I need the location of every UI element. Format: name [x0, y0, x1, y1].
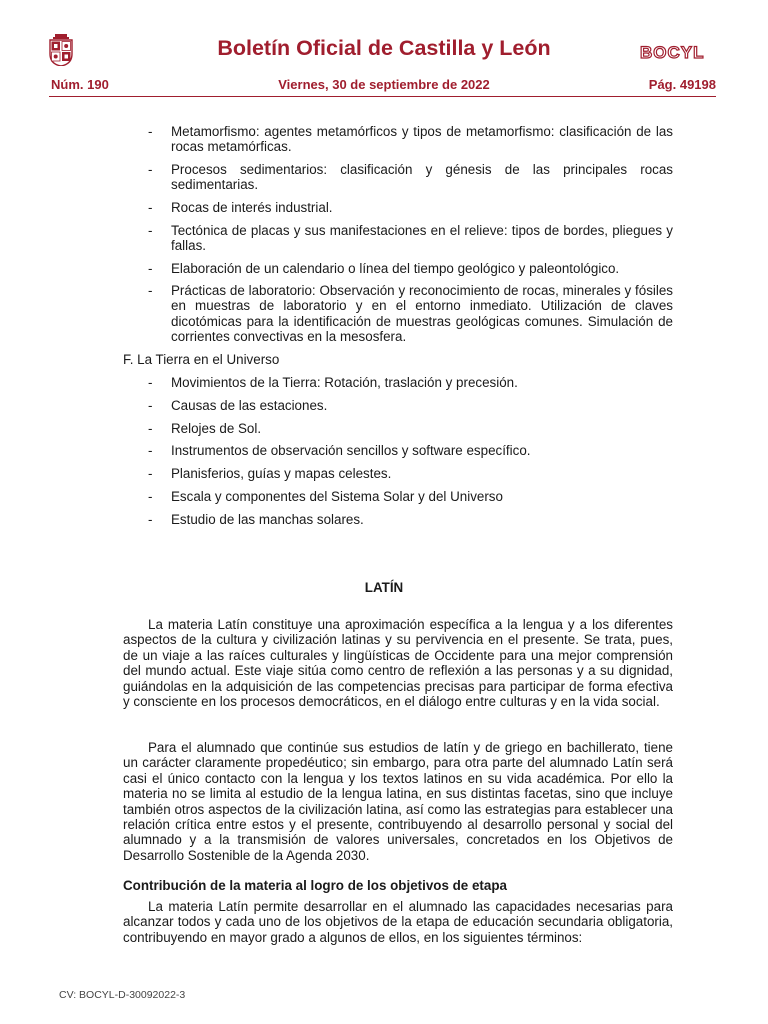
list-item: - Metamorfismo: agentes metamórficos y tipos de metamorfismo: clasificación de las rocas metamórficas.: [148, 124, 673, 155]
bocyl-logo: [640, 42, 718, 62]
list-item: - Instrumentos de observación sencillos y software específico.: [148, 443, 531, 458]
page-number: Pág. 49198: [648, 77, 716, 92]
bulletin-title: Boletín Oficial de Castilla y León: [217, 36, 551, 60]
issue-number: Núm. 190: [51, 77, 109, 92]
list-item: - Causas de las estaciones.: [148, 398, 328, 413]
paragraph: Para el alumnado que continúe sus estudios de latín y de griego en bachillerato, tiene un carácter claramente propedéutico; sin embargo, para otra parte del alumnado Latín será casi el único contacto con la lengua y los textos latinos en su vida académica. Por ello la materia no se limita al estudio de la lengua latina, en sus distintas facetas, sino que incluye también otros aspectos de la civilización latina, así como las estrategias para establecer una relación crítica entre estos y el presente, contribuyendo al desarrollo personal y social del alumnado y a la transmisión de valores universales, concretados en los Objetivos de Desarrollo Sostenible de la Agenda 2030.: [123, 740, 673, 863]
list-item: - Rocas de interés industrial.: [148, 200, 333, 215]
list-item: - Estudio de las manchas solares.: [148, 512, 364, 527]
list-item: - Movimientos de la Tierra: Rotación, traslación y precesión.: [148, 375, 518, 390]
svg-text:BOCYL: BOCYL: [640, 43, 705, 62]
list-item: - Escala y componentes del Sistema Solar y del Universo: [148, 489, 503, 504]
list-item: - Elaboración de un calendario o línea del tiempo geológico y paleontológico.: [148, 261, 620, 276]
subject-heading: LATÍN: [364, 580, 404, 595]
list-item: - Procesos sedimentarios: clasificación y génesis de las principales rocas sedimentarias.: [148, 162, 673, 193]
list-item: - Planisferios, guías y mapas celestes.: [148, 466, 392, 481]
section-heading: F. La Tierra en el Universo: [123, 352, 280, 367]
issue-date: Viernes, 30 de septiembre de 2022: [278, 77, 490, 92]
list-item: - Relojes de Sol.: [148, 421, 262, 436]
document-code: CV: BOCYL-D-30092022-3: [59, 989, 186, 1001]
paragraph: La materia Latín constituye una aproximación específica a la lengua y a los diferentes aspectos de la cultura y civilización latinas y su pervivencia en el presente. Se trata, pues, de un viaje a las raíces culturales y lingüísticas de Occidente para una mejor comprensión del mundo actual. Este viaje sitúa como centro de reflexión a las personas y a su dignidad, guiándolas en la adquisición de las competencias precisas para participar de forma efectiva y consciente en los procesos democráticos, en el diálogo entre culturas y en la vida social.: [123, 617, 673, 710]
header-divider: [49, 96, 716, 97]
list-item: - Prácticas de laboratorio: Observación y reconocimiento de rocas, minerales y fósiles en muestras de laboratorio y en el entorno inmediato. Utilización de claves dicotómicas para la identificación de muestras geológicas comunes. Simulación de corrientes convectivas en la mesosfera.: [148, 283, 673, 345]
subsection-heading: Contribución de la materia al logro de los objetivos de etapa: [123, 878, 507, 893]
list-item: - Tectónica de placas y sus manifestaciones en el relieve: tipos de bordes, pliegues y fallas.: [148, 223, 673, 254]
paragraph: La materia Latín permite desarrollar en el alumnado las capacidades necesarias para alcanzar todos y cada uno de los objetivos de la etapa de educación secundaria obligatoria, contribuyendo en mayor grado a algunos de ellos, en los siguientes términos:: [123, 899, 673, 945]
